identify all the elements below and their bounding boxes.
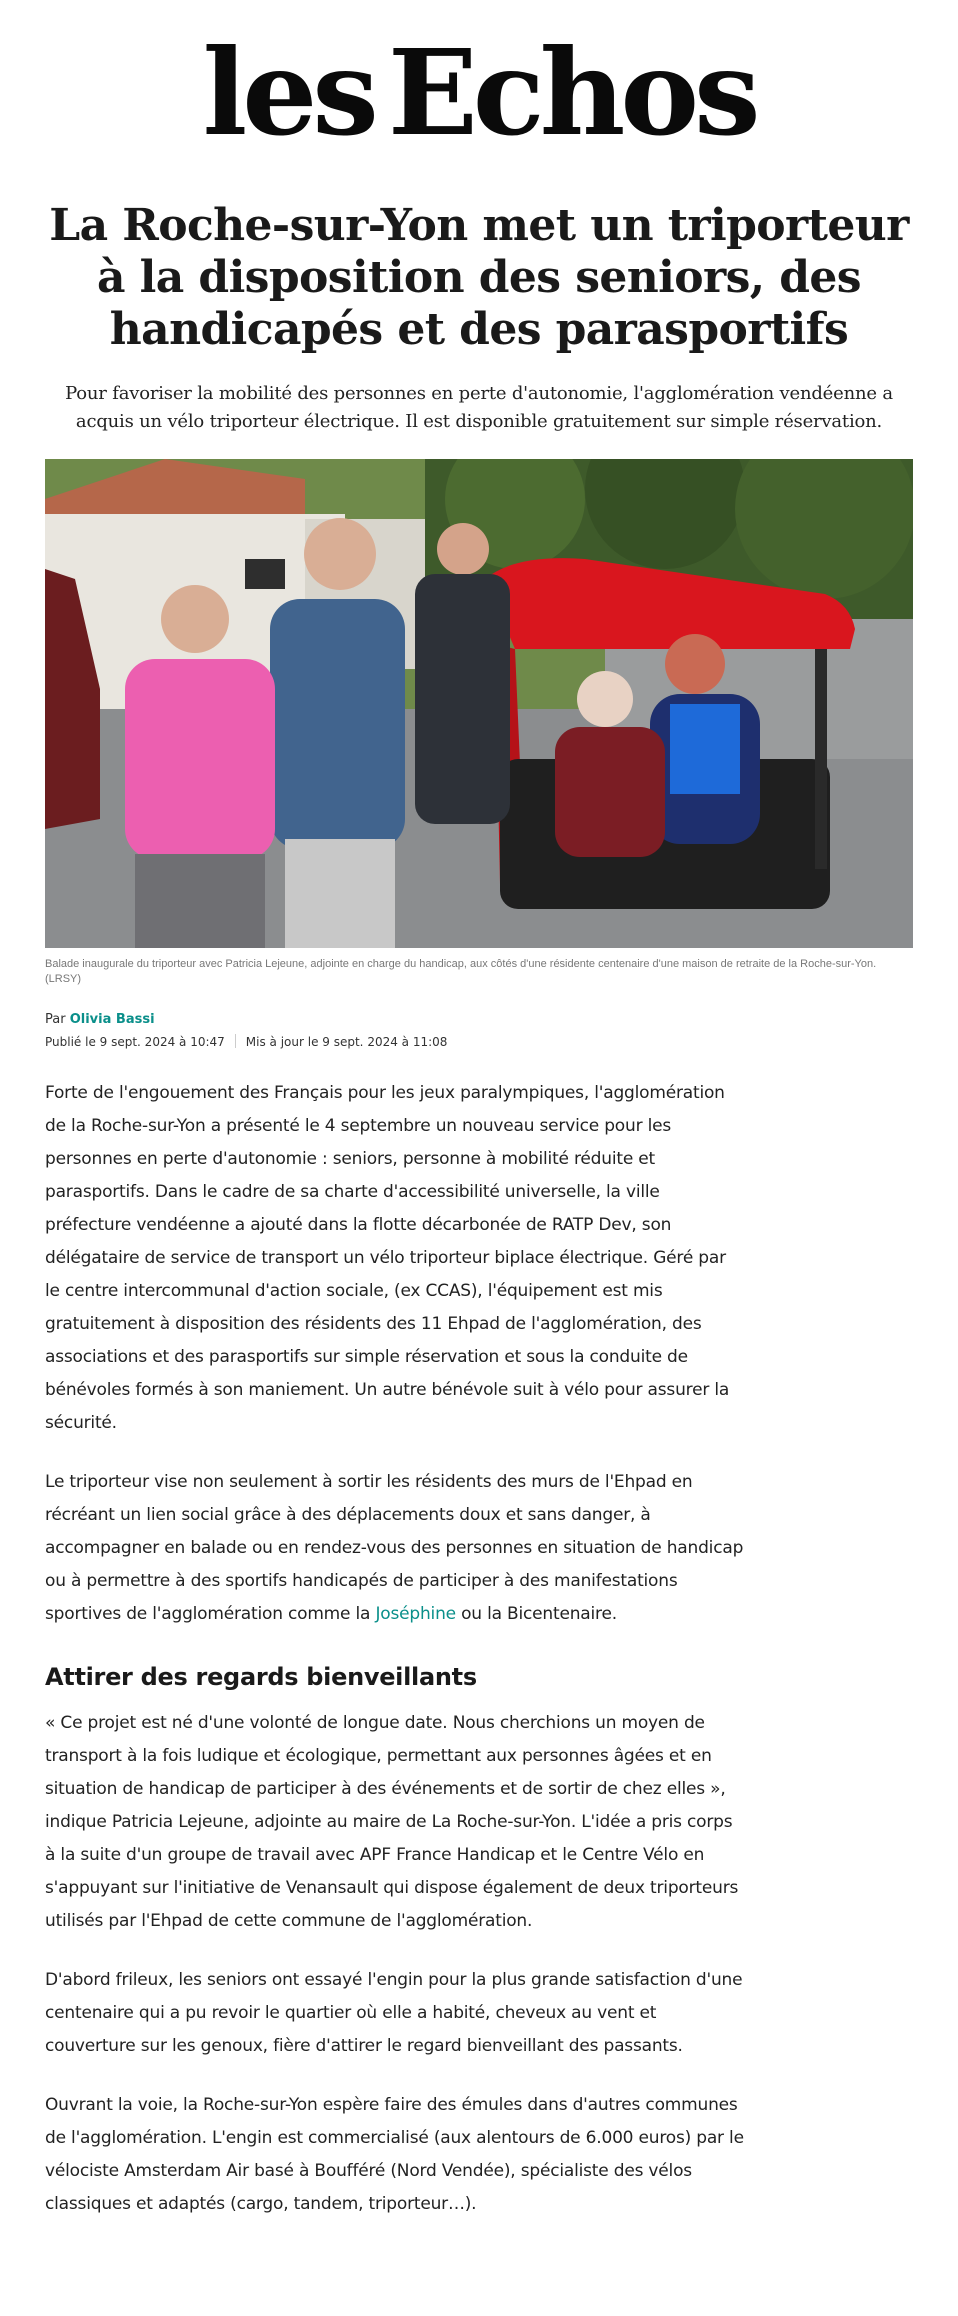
- paragraph-2-text-a: Le triporteur vise non seulement à sortir les résidents des murs de l'Ehpad en récréant un lien social grâce à des déplacements doux et sans danger, à accompagner en balade ou en rendez-vous des personnes en situation de handicap ou à permettre à des sportifs handicapés de participer à des manifestations sportives de l'agglomération comme la: [45, 1472, 744, 1624]
- article-standfirst: Pour favoriser la mobilité des personnes en perte d'autonomie, l'agglomération vendéenne a acquis un vélo triporteur électrique. Il est disponible gratuitement sur simple réservation.: [65, 383, 893, 432]
- updated-date: Mis à jour le 9 sept. 2024 à 11:08: [245, 1035, 448, 1049]
- paragraph-4: D'abord frileux, les seniors ont essayé l'engin pour la plus grande satisfaction d'une centenaire qui a pu revoir le quartier où elle a habité, cheveux au vent et couverture sur les genoux, fière d'attirer le regard bienveillant des passants.: [45, 1970, 743, 2056]
- article-body: [45, 1077, 745, 2247]
- paragraph-2-text-b: ou la Bicentenaire.: [455, 1604, 617, 1624]
- date-divider: [235, 1034, 236, 1048]
- paragraph-2: [45, 1466, 745, 1631]
- logo-word-echos: Echos: [387, 23, 756, 162]
- published-date: Publié le 9 sept. 2024 à 10:47: [45, 1035, 225, 1049]
- photo-caption: Balade inaugurale du triporteur avec Patricia Lejeune, adjointe en charge du handicap, aux côtés d'une résidente centenaire d'une maison de retraite de la Roche-sur-Yon. (LRSY): [45, 958, 877, 985]
- paragraph-1: Forte de l'engouement des Français pour les jeux paralympiques, l'agglomération de la Roche-sur-Yon a présenté le 4 septembre un nouveau service pour les personnes en perte d'autonomie : seniors, personne à mobilité réduite et parasportifs. Dans le cadre de sa charte d'accessibilité universelle, la ville préfecture vendéenne a ajouté dans la flotte décarbonée de RATP Dev, son délégataire de service de transport un vélo triporteur biplace électrique. Géré par le centre intercommunal d'action sociale, (ex CCAS), l'équipement est mis gratuitement à disposition des résidents des 11 Ehpad de l'agglomération, des associations et des parasportifs sur simple réservation et sous la conduite de bénévoles formés à son maniement. Un autre bénévole suit à vélo pour assurer la sécurité.: [45, 1083, 730, 1433]
- article-dates: [45, 1033, 745, 1051]
- subheading: Attirer des regards bienveillants: [45, 1663, 477, 1691]
- photo-illustration: [45, 459, 913, 948]
- les-echos-logo[interactable]: [0, 23, 958, 162]
- logo-word-les: les: [202, 23, 374, 162]
- paragraph-3: « Ce projet est né d'une volonté de longue date. Nous cherchions un moyen de transport à la fois ludique et écologique, permettant aux personnes âgées et en situation de handicap de participer à des événements et de sortir de chez elles », indique Patricia Lejeune, adjointe au maire de La Roche-sur-Yon. L'idée a pris corps à la suite d'un groupe de travail avec APF France Handicap et le Centre Vélo en s'appuyant sur l'initiative de Venansault qui dispose également de deux triporteurs utilisés par l'Ehpad de cette commune de l'agglomération.: [45, 1713, 739, 1931]
- article-photo: [45, 459, 913, 948]
- josephine-link[interactable]: Joséphine: [375, 1604, 456, 1624]
- byline: [45, 1011, 745, 1029]
- paragraph-5: Ouvrant la voie, la Roche-sur-Yon espère faire des émules dans d'autres communes de l'agglomération. L'engin est commercialisé (aux alentours de 6.000 euros) par le vélociste Amsterdam Air basé à Boufféré (Nord Vendée), spécialiste des vélos classiques et adaptés (cargo, tandem, triporteur…).: [45, 2095, 744, 2214]
- author-link[interactable]: Olivia Bassi: [69, 1012, 155, 1027]
- byline-prefix: Par: [45, 1012, 66, 1027]
- article-title: La Roche-sur-Yon met un triporteur à la disposition des seniors, des handicapés et des parasportifs: [49, 200, 909, 355]
